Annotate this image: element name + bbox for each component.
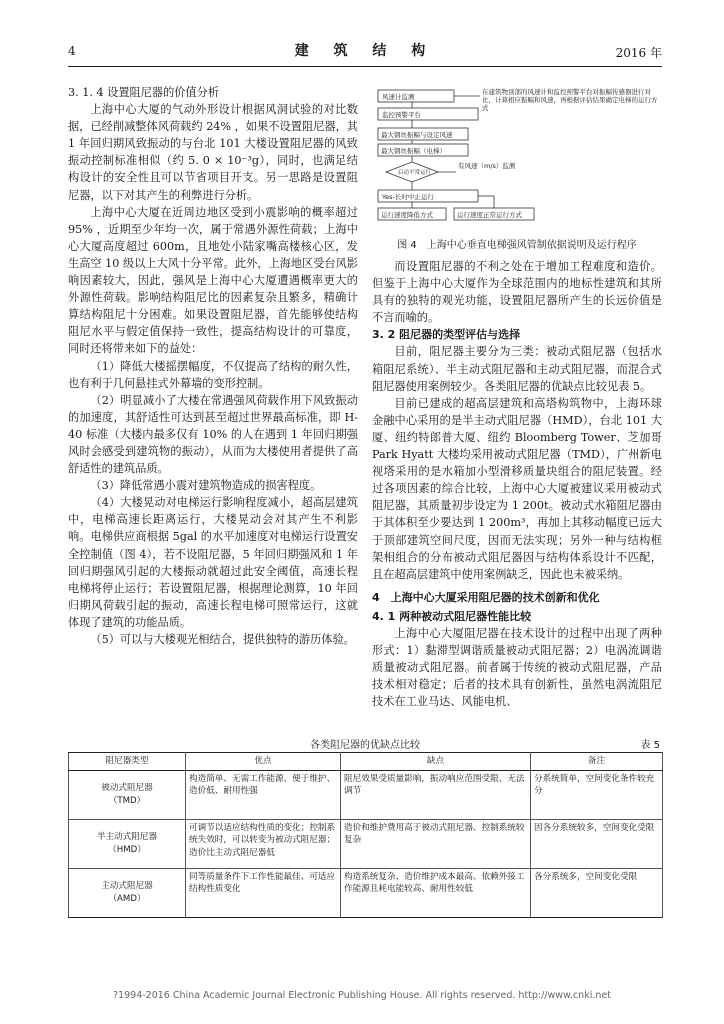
table-row — [69, 868, 663, 917]
damper-comparison-table — [68, 752, 663, 918]
flow-label: 风速计监测 — [382, 93, 415, 101]
table-header-cell: 优点 — [186, 753, 341, 771]
paragraph: 目前，阻尼器主要分为三类：被动式阻尼器（包括水箱阻尼系统）、半主动式阻尼器和主动式阻尼器，而混合式阻尼器使用案例较少。各类阻尼器的优缺点比较见表 5。 — [372, 345, 662, 393]
flow-label: 监控预警平台 — [382, 111, 421, 119]
paragraph: 目前已建成的超高层建筑和高塔构筑物中，上海环球金融中心采用的是半主动式阻尼器（HMD），台北 101 大厦、纽约特郎普大厦、纽约 Bloomberg Tower、芝加哥 Park Hyatt 大楼均采用被动式阻尼器（TMD），广州新电视塔采用的是水箱加小型滑移质量块组合的阻尼装置。经过各项因素的综合比较，上海中心大厦被建议采用被动式阻尼器，其质量初步设定为 1 200t。被动式水箱阻尼器由于其体积至少要达到 1 200m³，再加上其移动幅度已远大于顶部建筑空间尺度，因而无法实现；另外一种与结构框架相组合的分布被动式阻尼器因与结构体系设计不匹配，且在超高层建筑中使用案例缺乏，因此也未被采纳。 — [372, 396, 662, 581]
flow-note: 在建筑物顶部的风速计和监控预警平台对振幅传感器进行对比，计算相应振幅和风速，再根据评估结果确定电梯的运行方式 — [482, 88, 658, 112]
left-column — [68, 84, 358, 648]
flow-label: 运行速度降低方式 — [381, 211, 433, 219]
right-column — [372, 258, 662, 710]
list-item-3: （3）降低常遇小震对建筑物造成的损害程度。 — [90, 479, 322, 493]
table-cell: 造价和维护费用高于被动式阻尼器、控制系统较复杂 — [341, 819, 531, 868]
flow-label: 最大钢丝振幅与设定风速 — [381, 131, 453, 139]
table-cell: 因各分系统较多，空间变化受限 — [531, 819, 663, 868]
copyright-footer: ?1994-2016 China Academic Journal Electronic Publishing House. All rights reserved. http://www.cnki.net — [113, 990, 611, 1001]
journal-title: 建 筑 结 构 — [294, 43, 436, 59]
paragraph: 而设置阻尼器的不利之处在于增加工程难度和造价。但鉴于上海中心大厦作为全球范围内的地标性建筑和其所具有的独特的观光功能，设置阻尼器所产生的长远价值是不言而喻的。 — [372, 260, 662, 325]
section-heading-4: 4 上海中心大厦采用阻尼器的技术创新和优化 — [372, 590, 600, 604]
list-item-4: （4）大楼晃动对电梯运行影响程度减小，超高层建筑中，电梯高速长距离运行，大楼晃动会对其产生不利影响。电梯供应商根据 5gal 的水平加速度对电梯运行设置安全控制值（图 4），若不设阻尼器，5 年回归期强风和 1 年回归期强风引起的大楼振动就超过此安全阈值，高速长程电梯将停止运行；若设置阻尼器，根据理论测算，10 年回归期风荷载引起的振动，高速长程电梯可照常运行，这就体现了建筑的功能品质。 — [68, 496, 358, 629]
flow-label: 启动平常运行 — [398, 170, 432, 176]
table-cell: 各分系统多，空间变化受限 — [531, 868, 663, 917]
flow-label: 运行速度正常运行方式 — [457, 211, 522, 219]
table-header-cell: 备注 — [531, 753, 663, 771]
paragraph: 上海中心大厦阻尼器在技术设计的过程中出现了两种形式：1）黏滞型调谐质量被动式阻尼器；2）电涡流调谐质量被动式阻尼器。前者属于传统的被动式阻尼器，产品技术相对稳定；后者的技术具有创新性，虽然电涡流阻尼技术在工业马达、风能电机、 — [372, 626, 662, 709]
table-cell: 主动式阻尼器 （AMD） — [69, 868, 186, 917]
running-header — [68, 40, 662, 62]
table-cell: 半主动式阻尼器 （HMD） — [69, 819, 186, 868]
table-title: 各类阻尼器的优缺点比较 — [310, 740, 420, 751]
table-caption — [68, 736, 662, 752]
list-item-2: （2）明显减小了大楼在常遇强风荷载作用下风致振动的加速度，其舒适性可达到甚至超过世界最高标准，即 H-40 标准（大楼内最多仅有 10% 的人在遇到 1 年回归期强风时会感受到建筑物的振动），从而为大楼使用者提供了高舒适性的建筑品质。 — [68, 393, 358, 476]
section-heading-3-2: 3. 2 阻尼器的类型评估与选择 — [372, 328, 521, 342]
page-number: 4 — [68, 44, 76, 58]
paragraph: 上海中心大厦在近周边地区受到小震影响的概率超过 95% ，近期至少年均一次，属于常遇外源性荷载；上海中心大厦高度超过 600m，且地处小陆家嘴高楼核心区，发生高空 10 级以上大风十分平常。此外，上海地区受台风影响因素较大，因此，强风是上海中心大厦遭遇概率更大的外源性荷载。影响结构阻尼比的因素复杂且繁多，精确计算结构阻尼十分困难。如果设置阻尼器，首先能够使结构阻尼水平与假定值保持一致性，提高结构设计的可靠度，同时还将带来如下的益处： — [68, 205, 358, 356]
table-cell: 构造系统复杂、造价维护成本最高、依赖外接工作能源且耗电能较高、耐用性较低 — [341, 868, 531, 917]
list-item-1: （1）降低大楼摇摆幅度，不仅提高了结构的耐久性，也有利于几何悬挂式外幕墙的变形控制。 — [68, 359, 358, 390]
table-cell: 阻尼效果受质量影响，振动响应范围受限、无法调节 — [341, 770, 531, 819]
flowchart-svg — [372, 86, 662, 230]
table-cell: 构造简单、无需工作能源、便于维护、造价低、耐用性强 — [186, 770, 341, 819]
table-row — [69, 819, 663, 868]
table-header-cell: 缺点 — [341, 753, 531, 771]
flow-label: Yes-长时中止运行 — [382, 193, 434, 201]
figure-4-flowchart — [372, 86, 662, 230]
table-header-row — [69, 753, 663, 771]
paragraph: 上海中心大厦的气动外形设计根据风洞试验的对比数据，已经削减整体风荷载约 24% ，如果不设置阻尼器，其 1 年回归期风致振动的与台北 101 大楼设置阻尼器的风致振动控制标准相似（约 5. 0 × 10⁻³g），同时，也满足结构设计的安全性且可以节省项目开支。另一思路是设置阻尼器，以下对其产生的利弊进行分析。 — [68, 103, 358, 202]
table-number: 表 5 — [640, 740, 660, 751]
figure-4-caption: 图 4 上海中心垂直电梯强风管制依据说明及运行程序 — [397, 240, 637, 251]
list-item-5: （5）可以与大楼观光相结合，提供独特的游历体验。 — [90, 633, 355, 646]
section-heading-4-1: 4. 1 两种被动式阻尼器性能比较 — [372, 609, 532, 623]
table-row — [69, 770, 663, 819]
table-cell: 同等质量条件下工作性能最佳、可适应结构性质变化 — [186, 868, 341, 917]
table-cell: 分系统简单，空间变化条件较充分 — [531, 770, 663, 819]
table-5 — [68, 736, 662, 918]
table-cell: 可调节以适应结构性质的变化；控制系统失效时，可以转变为被动式阻尼器；造价比主动式阻尼器低 — [186, 819, 341, 868]
flow-label: 有风速（m/s）监测 — [458, 162, 516, 170]
table-header-cell: 阻尼器类型 — [69, 753, 186, 771]
header-rule — [68, 66, 662, 67]
table-cell: 被动式阻尼器 （TMD） — [69, 770, 186, 819]
flow-label: 最大钢丝振幅（电梯） — [381, 147, 446, 155]
journal-year: 2016 年 — [615, 46, 662, 60]
section-heading-3-1-4: 3. 1. 4 设置阻尼器的价值分析 — [68, 86, 220, 99]
